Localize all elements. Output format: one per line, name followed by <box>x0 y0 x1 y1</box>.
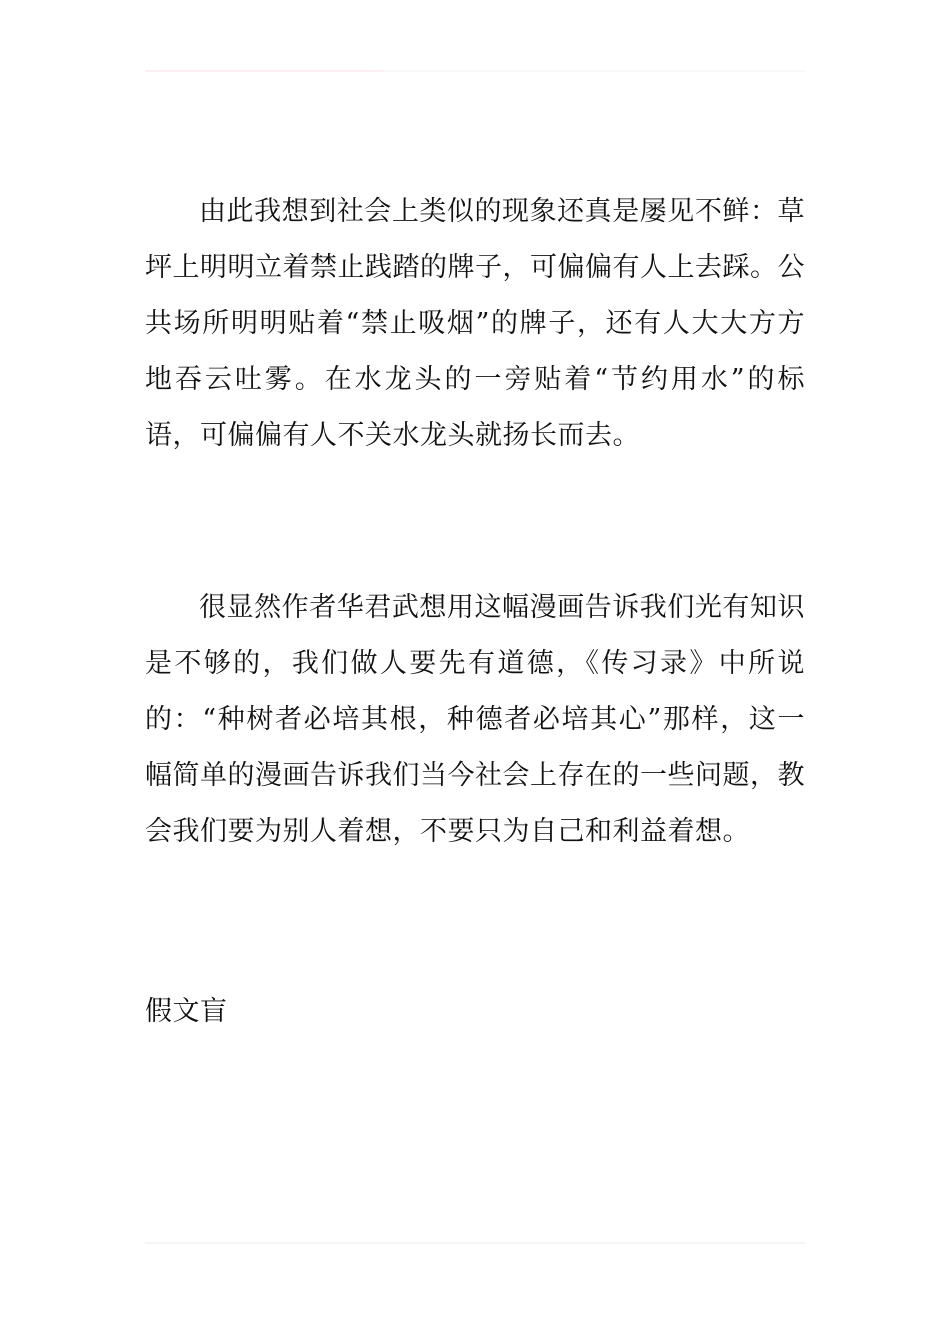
footer-rule <box>145 1242 805 1244</box>
header-rule <box>145 70 805 72</box>
body-paragraph-2: 很显然作者华君武想用这幅漫画告诉我们光有知识是不够的，我们做人要先有道德，《传习录》中所说的：“种树者必培其根，种德者必培其心”那样，这一幅简单的漫画告诉我们当今社会上存在的一些问题，教会我们要为别人着想，不要只为自己和利益着想。 <box>145 592 805 847</box>
signature-text: 假文盲 <box>145 996 228 1027</box>
body-paragraph-1: 由此我想到社会上类似的现象还真是屡见不鲜：草坪上明明立着禁止践踏的牌子，可偏偏有人上去踩。公共场所明明贴着“禁止吸烟”的牌子，还有人大大方方地吞云吐雾。在水龙头的一旁贴着“节约用水”的标语，可偏偏有人不关水龙头就扬长而去。 <box>145 196 805 451</box>
